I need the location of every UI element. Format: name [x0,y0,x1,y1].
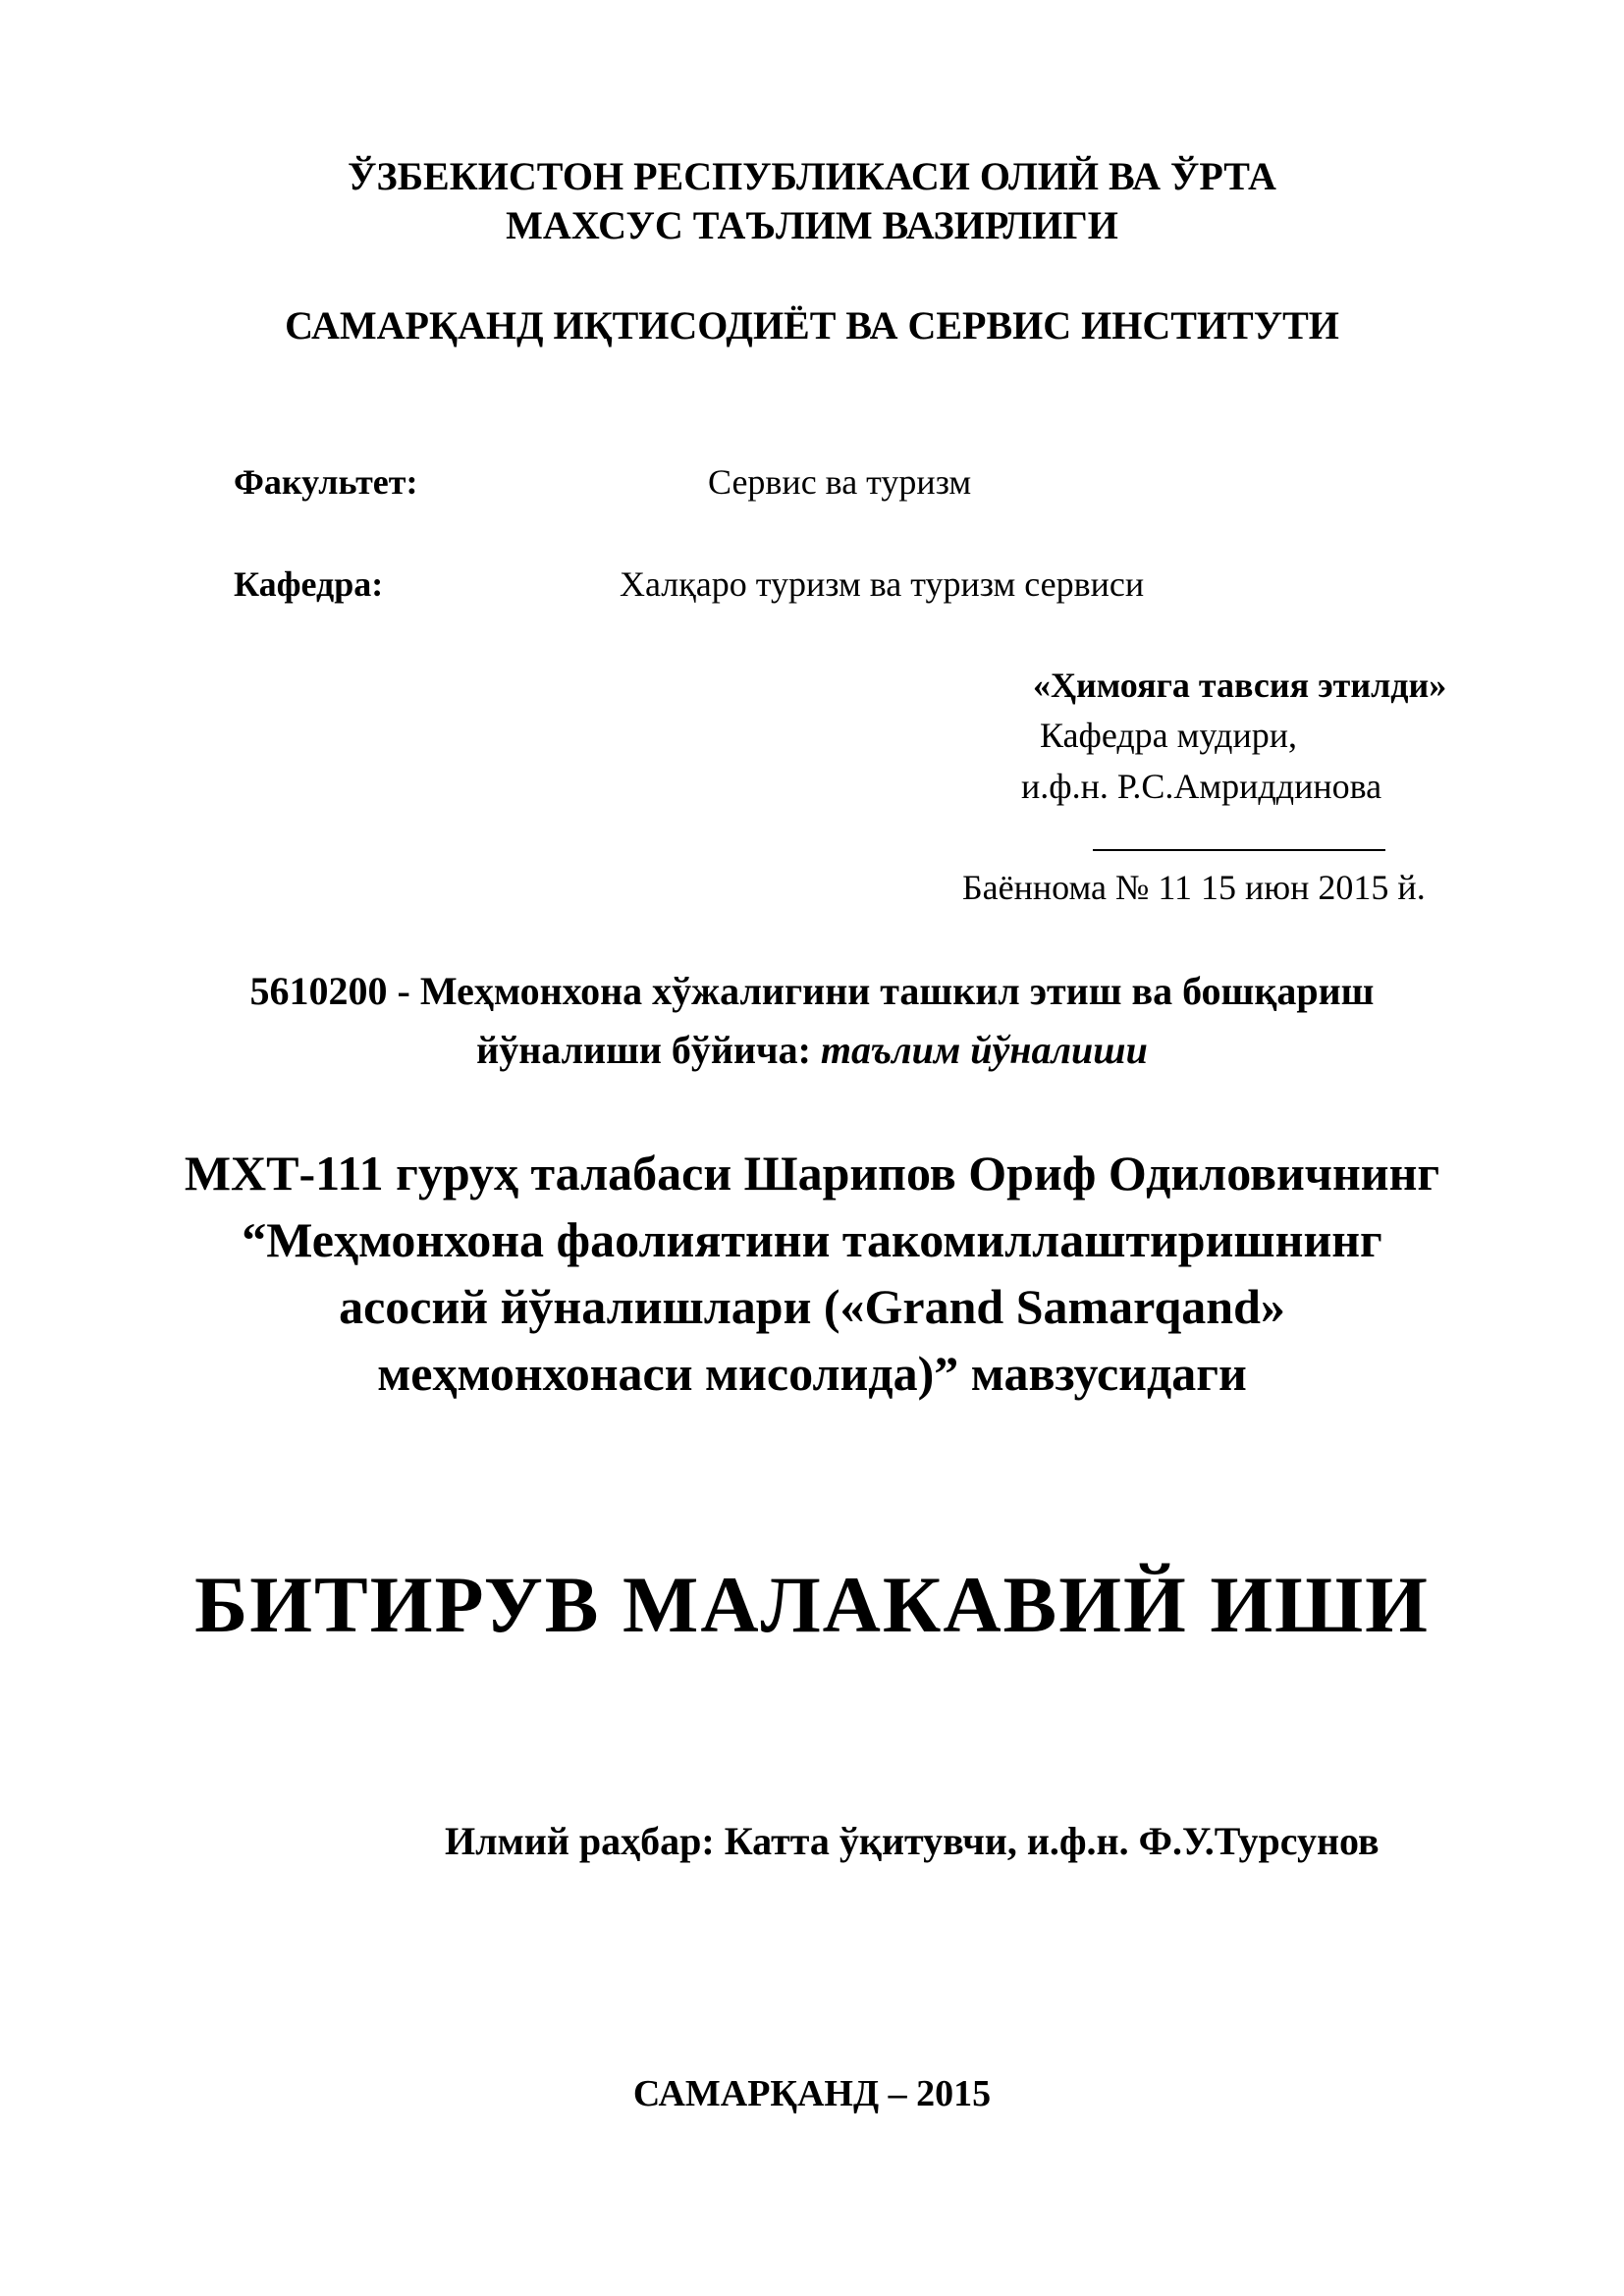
department-label: Кафедра: [234,564,384,604]
department-value: Халқаро туризм ва туризм сервиси [620,564,1145,604]
topic-line-2: “Меҳмонхона фаолиятини такомиллаштиришнинг [242,1212,1382,1267]
institute-name: САМАРҚАНД ИҚТИСОДИЁТ ВА СЕРВИС ИНСТИТУТИ [285,303,1339,347]
topic-line-4: меҳмонхонаси мисолида)” мавзусидаги [377,1346,1247,1401]
ministry-line-1: ЎЗБЕКИСТОН РЕСПУБЛИКАСИ ОЛИЙ ВА ЎРТА [348,154,1276,198]
faculty-value: Сервис ва туризм [708,462,972,502]
specialty-direction-label: йўналиши бўйича: [476,1028,821,1072]
document-type-title: БИТИРУВ МАЛАКАВИЙ ИШИ [194,1560,1430,1649]
ministry-line-2: МАХСУС ТАЪЛИМ ВАЗИРЛИГИ [506,203,1118,247]
approval-heading: «Ҳимояга тавсия этилди» [1033,666,1447,705]
signature-line [1093,849,1385,851]
approval-name: и.ф.н. Р.С.Амриддинова [1021,767,1382,806]
supervisor-line: Илмий раҳбар: Катта ўқитувчи, и.ф.н. Ф.У.Турсунов [445,1819,1380,1863]
specialty-line-1: 5610200 - Меҳмонхона хўжалигини ташкил этиш ва бошқариш [249,969,1375,1013]
topic-line-3: асосий йўналишлари («Grand Samarqand» [339,1279,1285,1334]
specialty-line-2 [0,1027,1624,1073]
approval-position: Кафедра мудири, [1040,716,1298,755]
faculty-label: Факультет: [234,462,418,502]
approval-protocol: Баённома № 11 15 июн 2015 й. [962,868,1426,907]
city-year: САМАРҚАНД – 2015 [632,2073,992,2114]
specialty-direction-value: таълим йўналиши [820,1028,1148,1072]
topic-line-1: МХТ-111 гуруҳ талабаси Шарипов Ориф Одиловичнинг [184,1146,1440,1201]
